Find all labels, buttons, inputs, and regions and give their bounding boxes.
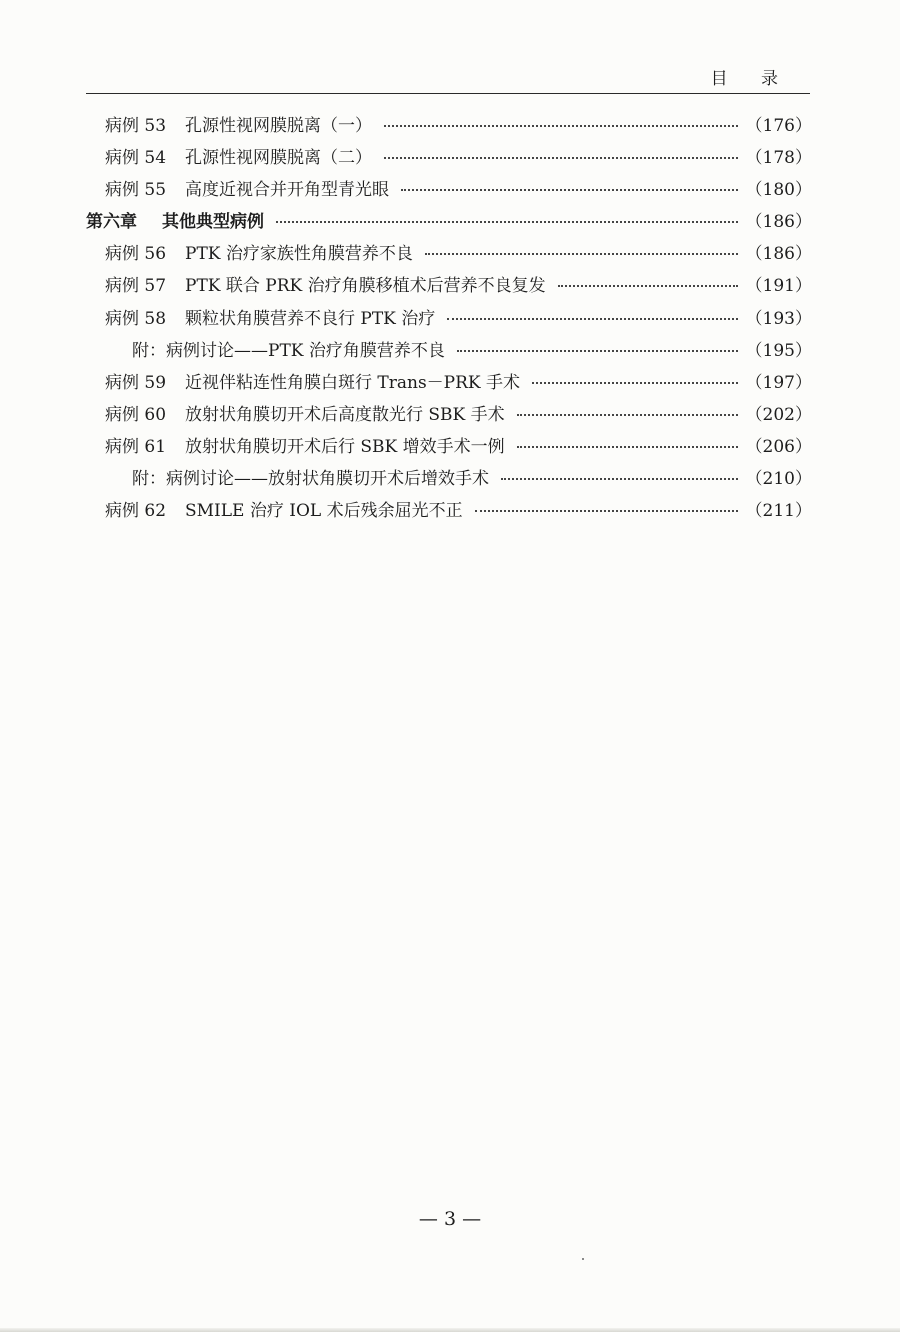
- toc-case-entry: [86, 432, 812, 464]
- toc-entry-title: 高度近视合并开角型青光眼: [185, 180, 389, 201]
- dot-leader: [425, 253, 738, 255]
- dot-leader: [384, 157, 738, 159]
- toc-entry-page: （195）: [745, 340, 812, 361]
- toc-entry-title: 放射状角膜切开术后行 SBK 增效手术一例: [185, 436, 505, 457]
- toc-entry-title: PTK 治疗家族性角膜营养不良: [185, 244, 413, 265]
- dot-leader: [517, 414, 738, 416]
- toc-case-entry: [86, 111, 812, 143]
- toc-case-entry: [86, 368, 812, 400]
- dot-leader: [558, 285, 738, 287]
- toc-entry-title: 附：病例讨论——PTK 治疗角膜营养不良: [132, 340, 445, 361]
- toc-chapter-entry: [86, 207, 812, 239]
- toc-entry-page: （176）: [745, 116, 812, 136]
- toc-entry-title: 颗粒状角膜营养不良行 PTK 治疗: [185, 308, 436, 329]
- header-rule: [86, 93, 810, 94]
- dot-leader: [401, 189, 738, 191]
- toc-entry-title: 孔源性视网膜脱离（一）: [185, 116, 372, 136]
- toc-entry-label: 病例 53: [105, 116, 167, 136]
- toc-entry-page: （211）: [745, 501, 812, 522]
- toc-entry-label: 病例 58: [105, 308, 167, 329]
- toc-case-entry: [86, 271, 812, 303]
- toc-entry-label: 病例 61: [105, 436, 167, 457]
- page-bottom-edge: [0, 1328, 900, 1332]
- toc-entry-page: （202）: [745, 404, 812, 425]
- toc-case-entry: [86, 175, 812, 207]
- page-number: — 3 —: [418, 1208, 482, 1230]
- toc-entry-page: （193）: [745, 308, 812, 329]
- toc-entry-page: （206）: [745, 436, 812, 457]
- toc-entry-label: 病例 59: [105, 372, 167, 393]
- dot-leader: [475, 510, 738, 512]
- dot-leader: [276, 221, 738, 223]
- toc-appendix-entry: [86, 336, 812, 368]
- toc-case-entry: [86, 400, 812, 432]
- header-title: 目 录: [710, 69, 792, 89]
- toc-case-entry: [86, 304, 812, 336]
- toc-case-entry: [86, 239, 812, 271]
- toc-entry-page: （180）: [745, 180, 812, 201]
- toc-entry-label: 病例 57: [105, 276, 167, 297]
- toc-entry-label: 病例 62: [105, 501, 167, 522]
- scan-speck: [582, 1258, 584, 1260]
- dot-leader: [517, 446, 738, 448]
- toc-case-entry: [86, 143, 812, 175]
- toc-entry-title: 其他典型病例: [162, 212, 264, 233]
- toc-entry-label: 病例 55: [105, 180, 167, 201]
- toc-entry-title: 附：病例讨论——放射状角膜切开术后增效手术: [132, 469, 489, 490]
- dot-leader: [447, 318, 737, 320]
- toc-case-entry: [86, 496, 812, 528]
- toc-entry-page: （186）: [745, 244, 812, 265]
- toc-entry-title: 孔源性视网膜脱离（二）: [185, 148, 372, 169]
- toc-entry-page: （186）: [745, 212, 812, 233]
- toc-entry-title: SMILE 治疗 IOL 术后残余屈光不正: [185, 501, 463, 522]
- dot-leader: [532, 382, 738, 384]
- toc-entry-label: 病例 60: [105, 404, 167, 425]
- toc-entry-page: （178）: [745, 148, 812, 169]
- dot-leader: [457, 350, 738, 352]
- dot-leader: [384, 125, 738, 127]
- table-of-contents: [86, 111, 812, 528]
- toc-entry-page: （191）: [745, 276, 812, 297]
- toc-entry-page: （210）: [745, 469, 812, 490]
- toc-entry-label: 病例 56: [105, 244, 167, 265]
- dot-leader: [501, 478, 738, 480]
- running-header: [86, 60, 810, 94]
- toc-entry-title: 放射状角膜切开术后高度散光行 SBK 手术: [185, 404, 505, 425]
- toc-appendix-entry: [86, 464, 812, 496]
- toc-entry-label: 病例 54: [105, 148, 167, 169]
- toc-entry-title: PTK 联合 PRK 治疗角膜移植术后营养不良复发: [185, 276, 546, 297]
- toc-entry-label: 第六章: [86, 212, 137, 233]
- toc-entry-title: 近视伴粘连性角膜白斑行 Trans－PRK 手术: [185, 372, 521, 393]
- toc-entry-page: （197）: [745, 372, 812, 393]
